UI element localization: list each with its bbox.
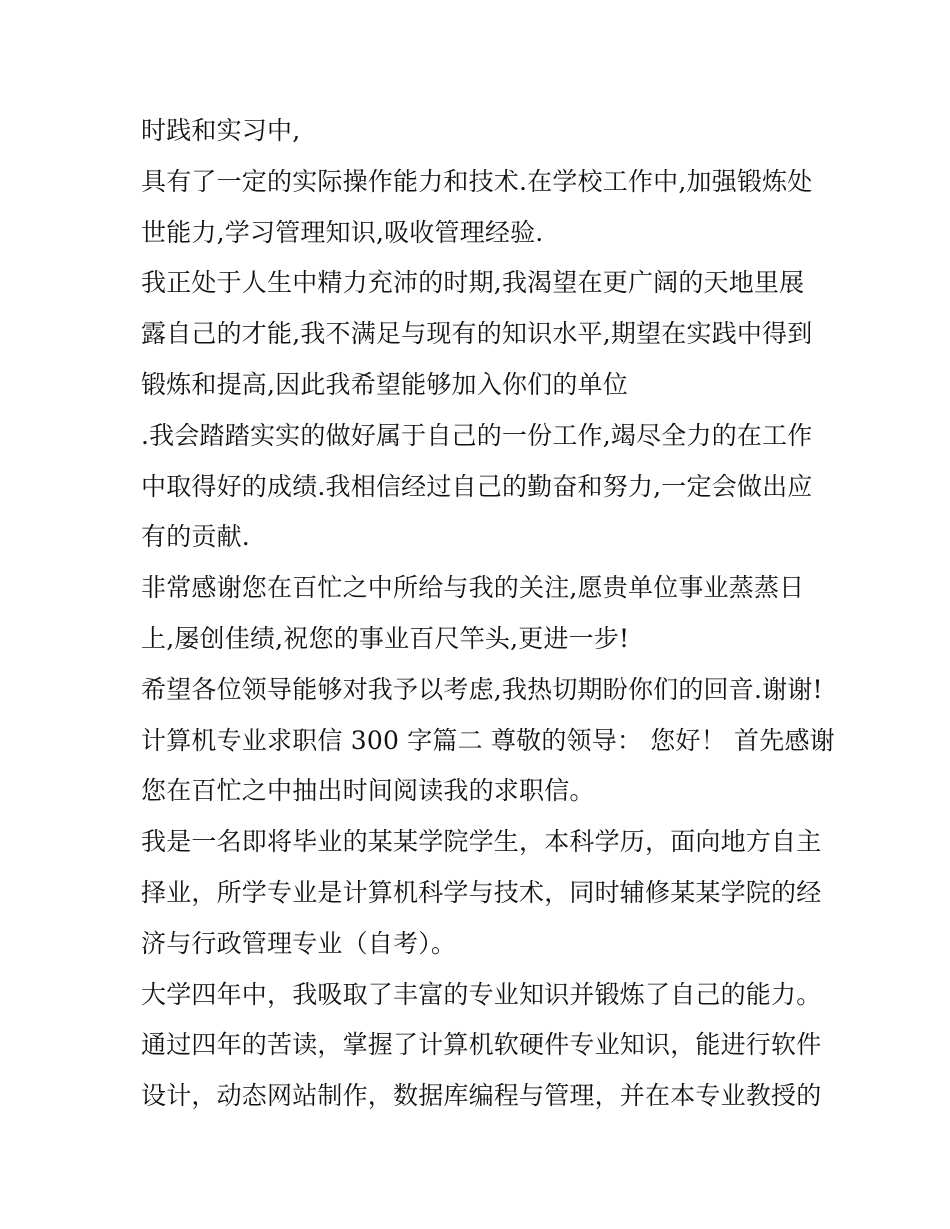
text-line: 计算机专业求职信 300 字篇二 尊敬的领导： 您好！ 首先感谢 [141,725,835,755]
text-line: 时践和实习中, [141,116,301,145]
text-line: 中取得好的成绩.我相信经过自己的勤奋和努力,一定会做出应 [141,471,813,501]
text-line: 希望各位领导能够对我予以考虑,我热切期盼你们的回音.谢谢! [141,674,823,704]
text-line: 我是一名即将毕业的某某学院学生，本科学历，面向地方自主 [141,827,822,857]
text-line: .我会踏踏实实的做好属于自己的一份工作,竭尽全力的在工作 [141,420,813,450]
body-text [141,106,841,1122]
text-line: 具有了一定的实际操作能力和技术.在学校工作中,加强锻炼处 [141,166,813,196]
text-line: 设计，动态网站制作，数据库编程与管理，并在本专业教授的 [141,1081,822,1111]
text-line: 择业，所学专业是计算机科学与技术，同时辅修某某学院的经 [141,877,822,907]
text-line: 非常感谢您在百忙之中所给与我的关注,愿贵单位事业蒸蒸日 [141,573,805,603]
text-line: 我正处于人生中精力充沛的时期,我渴望在更广阔的天地里展 [141,268,805,298]
text-line: 您在百忙之中抽出时间阅读我的求职信。 [141,776,595,806]
text-line: 通过四年的苦读，掌握了计算机软硬件专业知识，能进行软件 [141,1030,822,1060]
text-line: 有的贡献. [141,522,250,552]
text-line: 上,屡创佳绩,祝您的事业百尺竿头,更进一步! [141,623,630,653]
text-line: 锻炼和提高,因此我希望能够加入你们的单位 [141,369,628,399]
text-line: 济与行政管理专业（自考）。 [141,928,457,958]
text-line: 大学四年中，我吸取了丰富的专业知识并锻炼了自己的能力。 [141,979,822,1009]
text-line: 世能力,学习管理知识,吸收管理经验. [141,217,544,247]
text-line: 露自己的才能,我不满足与现有的知识水平,期望在实践中得到 [141,319,813,349]
